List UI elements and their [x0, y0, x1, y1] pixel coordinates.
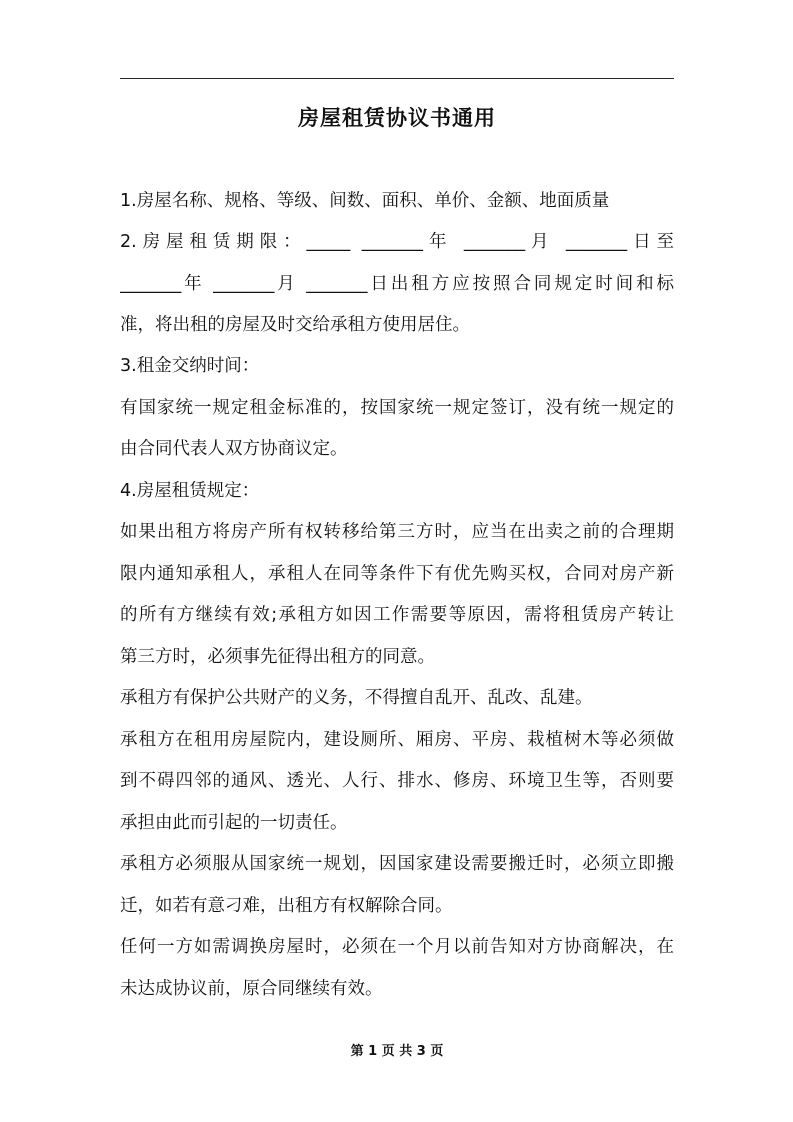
paragraph-line: 承租方有保护公共财产的义务，不得擅自乱开、乱改、乱建。	[120, 688, 593, 708]
paragraph-line: 承租方在租用房屋院内，建设厕所、厢房、平房、栽植树木等必须做	[120, 730, 674, 750]
paragraph-line: 承担由此而引起的一切责任。	[120, 813, 348, 833]
paragraph-line: 由合同代表人双方协商议定。	[120, 439, 348, 459]
paragraph-line: 任何一方如需调换房屋时，必须在一个月以前告知对方协商解决，在	[120, 937, 674, 957]
paragraph-line: 如果出租方将房产所有权转移给第三方时，应当在出卖之前的合理期	[120, 522, 674, 542]
paragraph-line: 迁，如若有意刁难，出租方有权解除合同。	[120, 896, 453, 916]
paragraph-line: _______年 _______月 _______日出租方应按照合同规定时间和标	[120, 274, 674, 294]
section-heading: 4.房屋租赁规定：	[120, 481, 260, 501]
paragraph-line: 第三方时，必须事先征得出租方的同意。	[120, 647, 435, 667]
paragraph-line: 1.房屋名称、规格、等级、间数、面积、单价、金额、地面质量	[120, 191, 610, 211]
header-rule	[120, 78, 674, 79]
paragraph-line: 准，将出租的房屋及时交给承租方使用居住。	[120, 315, 470, 335]
paragraph-line: 到不碍四邻的通风、透光、人行、排水、修房、环境卫生等，否则要	[120, 771, 674, 791]
paragraph-line: 的所有方继续有效;承租方如因工作需要等原因，需将租赁房产转让	[120, 605, 674, 625]
paragraph-line: 2.房屋租赁期限：_____ _______年 _______月 _______日至	[120, 232, 674, 252]
paragraph-line: 未达成协议前，原合同继续有效。	[120, 979, 383, 999]
paragraph-line: 承租方必须服从国家统一规划，因国家建设需要搬迁时，必须立即搬	[120, 854, 674, 874]
page-number-footer: 第 1 页 共 3 页	[350, 1044, 444, 1059]
document-title: 房屋租赁协议书通用	[298, 106, 496, 130]
paragraph-line: 有国家统一规定租金标准的，按国家统一规定签订，没有统一规定的	[120, 398, 674, 418]
paragraph-line: 限内通知承租人，承租人在同等条件下有优先购买权，合同对房产新	[120, 564, 674, 584]
section-heading: 3.租金交纳时间：	[120, 356, 260, 376]
